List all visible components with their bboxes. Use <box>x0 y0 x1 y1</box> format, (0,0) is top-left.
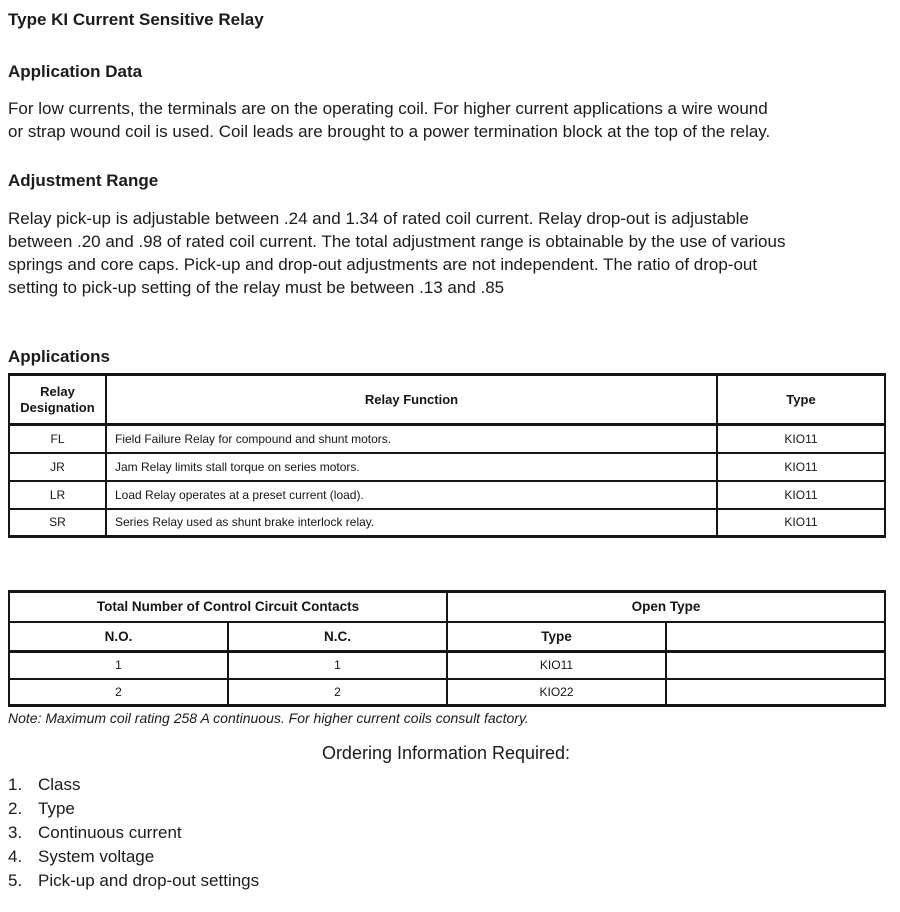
no-header: N.O. <box>9 622 228 652</box>
no-cell: 2 <box>9 679 228 706</box>
empty-cell <box>666 652 885 679</box>
type-cell: KIO11 <box>717 509 885 537</box>
applications-heading: Applications <box>8 347 111 366</box>
list-item-number: 3. <box>8 823 23 842</box>
applications-table-header-row <box>9 375 885 425</box>
ordering-information-heading: Ordering Information Required: <box>321 743 571 763</box>
type-cell: KIO11 <box>717 453 885 481</box>
contacts-table <box>8 590 886 707</box>
table-row <box>9 425 885 453</box>
relay-function-cell: Jam Relay limits stall torque on series motors. <box>106 453 717 481</box>
list-item-number: 1. <box>8 775 23 794</box>
nc-cell: 1 <box>228 652 447 679</box>
list-item-number: 4. <box>8 847 23 866</box>
paragraph-line: between .20 and .98 of rated coil current. The total adjustment range is obtainable by the use of various <box>8 232 786 251</box>
table-row <box>9 509 885 537</box>
ordering-information-list <box>8 773 884 893</box>
coil-rating-note: Note: Maximum coil rating 258 A continuous. For higher current coils consult factory. <box>8 710 529 726</box>
paragraph-line: or strap wound coil is used. Coil leads are brought to a power termination block at the top of the relay. <box>8 122 771 141</box>
list-item-label: Continuous current <box>38 823 182 842</box>
relay-function-cell: Load Relay operates at a preset current (load). <box>106 481 717 509</box>
table-row <box>9 652 885 679</box>
page-title: Type KI Current Sensitive Relay <box>8 10 264 29</box>
list-item-label: System voltage <box>38 847 155 866</box>
table-row <box>9 453 885 481</box>
nc-header: N.C. <box>228 622 447 652</box>
list-item-label: Class <box>38 775 81 794</box>
type-cell: KIO22 <box>447 679 666 706</box>
list-item-number: 2. <box>8 799 23 818</box>
paragraph-line: setting to pick-up setting of the relay must be between .13 and .85 <box>8 278 505 297</box>
paragraph-line: For low currents, the terminals are on the operating coil. For higher current applications a wire wound <box>8 99 768 118</box>
applications-table <box>8 373 886 538</box>
adjustment-range-paragraph <box>8 207 884 299</box>
list-item-label: Pick-up and drop-out settings <box>38 871 260 890</box>
contacts-table-group-header-row <box>9 592 885 622</box>
list-item-label: Type <box>38 799 75 818</box>
relay-function-header: Relay Function <box>106 375 717 425</box>
relay-designation-cell: FL <box>9 425 106 453</box>
list-item-number: 5. <box>8 871 23 890</box>
empty-cell <box>666 679 885 706</box>
type-cell: KIO11 <box>447 652 666 679</box>
relay-designation-cell: LR <box>9 481 106 509</box>
type-header: Type <box>717 375 885 425</box>
type-cell: KIO11 <box>717 425 885 453</box>
relay-designation-cell: SR <box>9 509 106 537</box>
contacts-table-column-header-row <box>9 622 885 652</box>
type-header: Type <box>447 622 666 652</box>
list-item <box>8 821 884 845</box>
table-row <box>9 679 885 706</box>
relay-designation-cell: JR <box>9 453 106 481</box>
open-type-header: Open Type <box>447 592 885 622</box>
list-item <box>8 845 884 869</box>
relay-function-cell: Series Relay used as shunt brake interlock relay. <box>106 509 717 537</box>
nc-cell: 2 <box>228 679 447 706</box>
paragraph-line: springs and core caps. Pick-up and drop-out adjustments are not independent. The ratio of drop-out <box>8 255 758 274</box>
type-cell: KIO11 <box>717 481 885 509</box>
empty-header <box>666 622 885 652</box>
list-item <box>8 773 884 797</box>
control-circuit-contacts-header: Total Number of Control Circuit Contacts <box>9 592 447 622</box>
no-cell: 1 <box>9 652 228 679</box>
list-item <box>8 869 884 893</box>
table-row <box>9 481 885 509</box>
adjustment-range-heading: Adjustment Range <box>8 171 159 190</box>
relay-designation-header: Relay Designation <box>9 375 106 425</box>
application-data-paragraph <box>8 97 884 143</box>
relay-function-cell: Field Failure Relay for compound and shunt motors. <box>106 425 717 453</box>
list-item <box>8 797 884 821</box>
paragraph-line: Relay pick-up is adjustable between .24 and 1.34 of rated coil current. Relay drop-out is adjustable <box>8 209 749 228</box>
application-data-heading: Application Data <box>8 62 143 81</box>
